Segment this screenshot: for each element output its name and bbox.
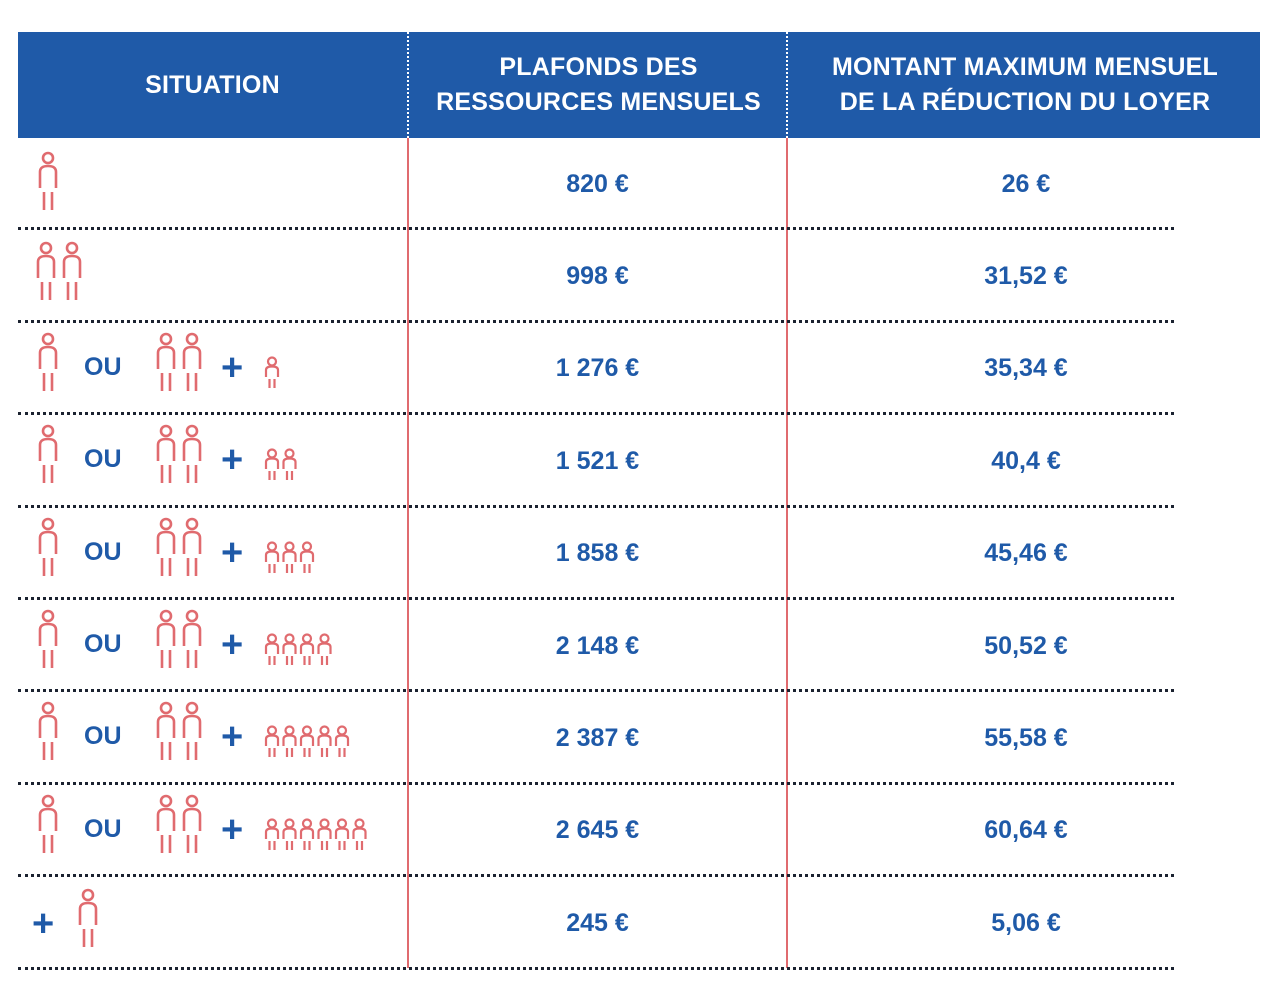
- montant-value: 50,52 €: [984, 631, 1068, 660]
- header-plafonds-line2: RESSOURCES MENSUELS: [436, 88, 761, 116]
- plafond-value: 245 €: [566, 908, 629, 937]
- header-montant: [786, 32, 1262, 138]
- children-icon: [264, 542, 321, 578]
- header-montant-line1: MONTANT MAXIMUM MENSUEL: [831, 53, 1219, 81]
- couple-icon: [34, 242, 94, 308]
- plus-sign: +: [32, 903, 55, 946]
- couple-icon: [154, 702, 214, 768]
- single-adult-icon: [36, 518, 66, 584]
- couple-icon: [154, 425, 214, 491]
- header-montant-line2: DE LA RÉDUCTION DU LOYER: [839, 88, 1211, 116]
- header-plafonds: [407, 32, 788, 138]
- table-row: [18, 692, 1260, 784]
- montant-value: 35,34 €: [984, 354, 1068, 383]
- situation-cell: [18, 323, 407, 415]
- single-adult-icon: [36, 795, 66, 861]
- plus-sign: +: [221, 346, 244, 389]
- plafond-value: 1 521 €: [555, 446, 640, 475]
- montant-value: 55,58 €: [984, 724, 1068, 753]
- plus-sign: +: [221, 808, 244, 851]
- or-label: OU: [84, 445, 122, 474]
- plus-sign: +: [221, 623, 244, 666]
- plafond-value: 998 €: [566, 262, 629, 291]
- situation-cell: [18, 138, 407, 230]
- single-adult-icon: [36, 610, 66, 676]
- couple-icon: [154, 518, 214, 584]
- couple-icon: [154, 333, 214, 399]
- plus-sign: +: [221, 439, 244, 482]
- table-row: [18, 785, 1260, 877]
- montant-value: 26 €: [1001, 169, 1051, 198]
- situation-cell: [18, 785, 407, 877]
- table-body: [18, 138, 1260, 970]
- additional-person-icon: [76, 889, 106, 955]
- situation-cell: [18, 230, 407, 322]
- children-icon: [264, 819, 373, 855]
- single-adult-icon: [36, 425, 66, 491]
- or-label: OU: [84, 629, 122, 658]
- plafond-value: 1 858 €: [555, 539, 640, 568]
- table-row: [18, 415, 1260, 507]
- or-label: OU: [84, 814, 122, 843]
- header-situation: [18, 32, 407, 138]
- table-row: [18, 877, 1260, 969]
- montant-value: 40,4 €: [991, 446, 1061, 475]
- single-adult-icon: [36, 152, 66, 218]
- montant-value: 5,06 €: [991, 908, 1061, 937]
- situation-cell: [18, 692, 407, 784]
- montant-value: 60,64 €: [984, 816, 1068, 845]
- header-situation-label: SITUATION: [145, 70, 280, 99]
- single-adult-icon: [36, 702, 66, 768]
- or-label: OU: [84, 537, 122, 566]
- or-label: OU: [84, 352, 122, 381]
- situation-cell: [18, 415, 407, 507]
- plafond-value: 2 387 €: [555, 724, 640, 753]
- table-row: [18, 138, 1260, 230]
- couple-icon: [154, 610, 214, 676]
- children-icon: [264, 634, 338, 670]
- plus-sign: +: [221, 716, 244, 759]
- plafond-value: 2 645 €: [555, 816, 640, 845]
- plus-sign: +: [221, 531, 244, 574]
- single-adult-icon: [36, 333, 66, 399]
- children-icon: [264, 449, 303, 485]
- montant-value: 31,52 €: [984, 262, 1068, 291]
- situation-cell: [18, 600, 407, 692]
- couple-icon: [154, 795, 214, 861]
- situation-cell: [18, 877, 407, 969]
- plafond-value: 1 276 €: [555, 354, 640, 383]
- montant-value: 45,46 €: [984, 539, 1068, 568]
- plafond-value: 820 €: [566, 169, 629, 198]
- table-row: [18, 600, 1260, 692]
- table-row: [18, 508, 1260, 600]
- table-header: [18, 32, 1260, 138]
- table-row: [18, 323, 1260, 415]
- children-icon: [264, 726, 356, 762]
- children-icon: [264, 357, 286, 393]
- plafond-value: 2 148 €: [555, 631, 640, 660]
- rent-reduction-table: [18, 32, 1260, 970]
- situation-cell: [18, 508, 407, 600]
- header-plafonds-line1: PLAFONDS DES: [499, 53, 698, 81]
- or-label: OU: [84, 722, 122, 751]
- table-row: [18, 230, 1260, 322]
